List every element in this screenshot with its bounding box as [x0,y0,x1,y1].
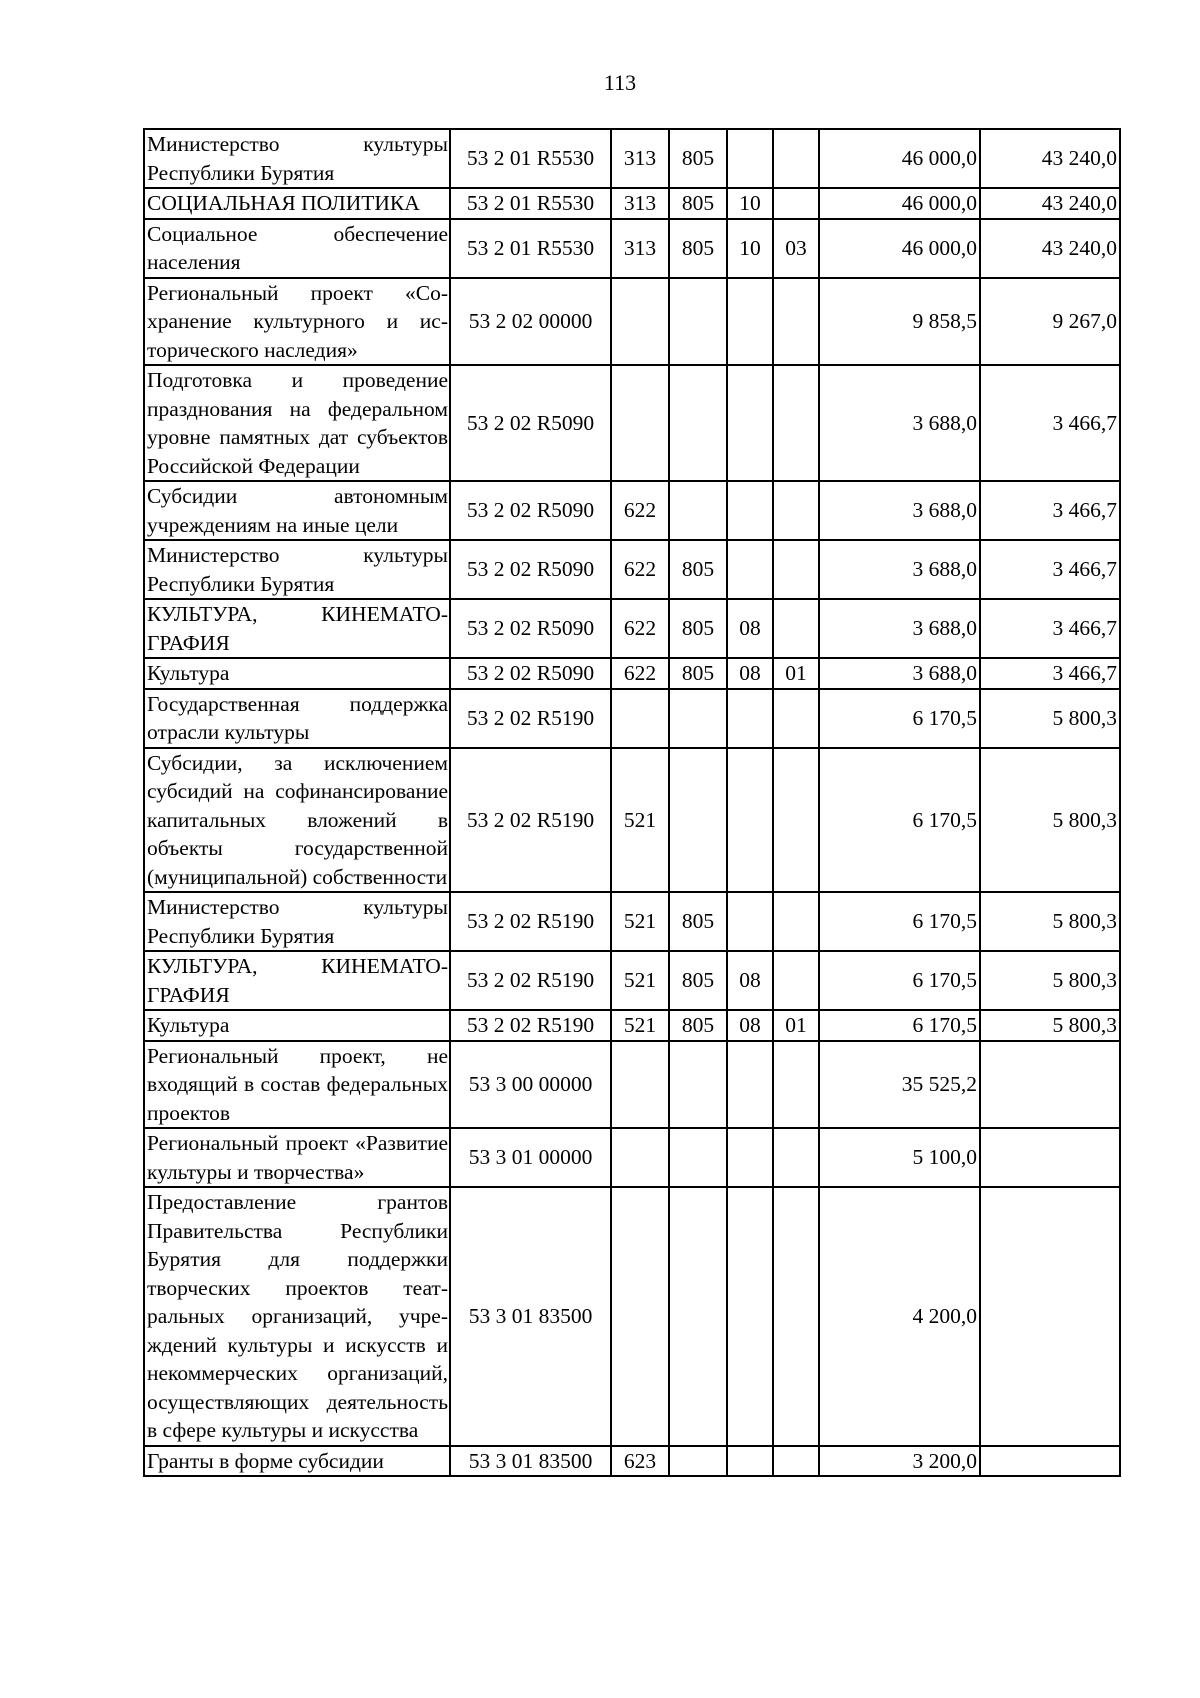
subsection-code-cell [773,892,819,951]
ministry-code-cell [669,1187,727,1446]
table-row [144,481,1120,540]
expense-type-cell: 313 [611,129,669,188]
row-name-cell: Гранты в форме субсидии [144,1446,450,1477]
target-article-code-cell: 53 2 02 R5190 [450,1010,611,1041]
subsection-code-cell [773,278,819,366]
row-name-cell: Министерство культуры Республики Бурятия [144,129,450,188]
table-row [144,748,1120,893]
target-article-code-cell: 53 2 02 R5190 [450,951,611,1010]
section-code-cell: 10 [727,219,773,278]
expense-type-cell [611,278,669,366]
subsection-code-cell: 01 [773,1010,819,1041]
amount-year-2-cell [980,1446,1120,1477]
subsection-code-cell [773,599,819,658]
row-name-cell: Региональный проект, не входящий в состав федеральных проектов [144,1041,450,1129]
amount-year-1-cell: 6 170,5 [819,892,980,951]
target-article-code-cell: 53 2 02 R5090 [450,365,611,481]
ministry-code-cell: 805 [669,1010,727,1041]
ministry-code-cell [669,278,727,366]
ministry-code-cell: 805 [669,129,727,188]
target-article-code-cell: 53 2 02 R5090 [450,481,611,540]
subsection-code-cell [773,540,819,599]
ministry-code-cell: 805 [669,540,727,599]
amount-year-1-cell: 46 000,0 [819,129,980,188]
table-row [144,219,1120,278]
row-name-cell: Субсидии автономным учреждениям на иные цели [144,481,450,540]
amount-year-1-cell: 5 100,0 [819,1128,980,1187]
ministry-code-cell: 805 [669,219,727,278]
amount-year-1-cell: 3 200,0 [819,1446,980,1477]
target-article-code-cell: 53 3 01 83500 [450,1446,611,1477]
section-code-cell [727,748,773,893]
target-article-code-cell: 53 2 02 R5090 [450,599,611,658]
budget-table [143,128,1121,1477]
table-row [144,1128,1120,1187]
amount-year-2-cell: 5 800,3 [980,951,1120,1010]
table-row [144,278,1120,366]
amount-year-1-cell: 3 688,0 [819,540,980,599]
table-row [144,1446,1120,1477]
table-row [144,365,1120,481]
section-code-cell: 08 [727,599,773,658]
ministry-code-cell: 805 [669,658,727,689]
expense-type-cell: 622 [611,658,669,689]
amount-year-2-cell: 5 800,3 [980,1010,1120,1041]
section-code-cell [727,1446,773,1477]
expense-type-cell: 622 [611,540,669,599]
amount-year-1-cell: 3 688,0 [819,658,980,689]
section-code-cell [727,892,773,951]
row-name-cell: КУЛЬТУРА, КИНЕМАТОГРАФИЯ [144,599,450,658]
target-article-code-cell: 53 3 01 00000 [450,1128,611,1187]
target-article-code-cell: 53 2 02 R5090 [450,540,611,599]
ministry-code-cell [669,689,727,748]
expense-type-cell: 521 [611,1010,669,1041]
amount-year-1-cell: 4 200,0 [819,1187,980,1446]
amount-year-2-cell: 5 800,3 [980,748,1120,893]
table-body [144,129,1120,1476]
section-code-cell [727,1128,773,1187]
target-article-code-cell: 53 2 01 R5530 [450,188,611,219]
amount-year-2-cell: 5 800,3 [980,689,1120,748]
subsection-code-cell [773,689,819,748]
amount-year-1-cell: 6 170,5 [819,689,980,748]
amount-year-1-cell: 46 000,0 [819,219,980,278]
table-row [144,1187,1120,1446]
section-code-cell [727,1187,773,1446]
section-code-cell: 08 [727,658,773,689]
ministry-code-cell [669,1446,727,1477]
amount-year-2-cell: 3 466,7 [980,599,1120,658]
amount-year-2-cell: 3 466,7 [980,481,1120,540]
section-code-cell [727,278,773,366]
ministry-code-cell [669,1128,727,1187]
amount-year-2-cell: 43 240,0 [980,219,1120,278]
expense-type-cell: 623 [611,1446,669,1477]
ministry-code-cell: 805 [669,188,727,219]
expense-type-cell [611,1128,669,1187]
subsection-code-cell [773,188,819,219]
table-row [144,1010,1120,1041]
expense-type-cell: 521 [611,892,669,951]
row-name-cell: Региональный проект «Развитие культуры и творчества» [144,1128,450,1187]
row-name-cell: Подготовка и проведение празднования на федеральном уровне памятных дат субъектов Российской Федерации [144,365,450,481]
table-row [144,540,1120,599]
subsection-code-cell [773,1128,819,1187]
amount-year-2-cell: 3 466,7 [980,658,1120,689]
section-code-cell [727,365,773,481]
amount-year-1-cell: 9 858,5 [819,278,980,366]
section-code-cell: 08 [727,951,773,1010]
expense-type-cell: 622 [611,599,669,658]
target-article-code-cell: 53 2 02 R5190 [450,689,611,748]
amount-year-2-cell: 3 466,7 [980,540,1120,599]
target-article-code-cell: 53 2 01 R5530 [450,219,611,278]
ministry-code-cell: 805 [669,599,727,658]
target-article-code-cell: 53 3 00 00000 [450,1041,611,1129]
amount-year-2-cell: 43 240,0 [980,129,1120,188]
amount-year-1-cell: 35 525,2 [819,1041,980,1129]
row-name-cell: Культура [144,658,450,689]
row-name-cell: СОЦИАЛЬНАЯ ПОЛИТИКА [144,188,450,219]
expense-type-cell: 521 [611,748,669,893]
row-name-cell: Министерство культуры Республики Бурятия [144,540,450,599]
expense-type-cell: 622 [611,481,669,540]
amount-year-2-cell: 9 267,0 [980,278,1120,366]
expense-type-cell [611,365,669,481]
expense-type-cell [611,1187,669,1446]
amount-year-2-cell [980,1041,1120,1129]
section-code-cell: 08 [727,1010,773,1041]
row-name-cell: Социальное обеспечение населения [144,219,450,278]
expense-type-cell [611,689,669,748]
expense-type-cell [611,1041,669,1129]
subsection-code-cell [773,1187,819,1446]
row-name-cell: Культура [144,1010,450,1041]
subsection-code-cell [773,1446,819,1477]
section-code-cell: 10 [727,188,773,219]
amount-year-1-cell: 6 170,5 [819,748,980,893]
ministry-code-cell [669,1041,727,1129]
ministry-code-cell [669,481,727,540]
expense-type-cell: 313 [611,219,669,278]
amount-year-1-cell: 3 688,0 [819,365,980,481]
table-row [144,188,1120,219]
table-row [144,658,1120,689]
target-article-code-cell: 53 2 02 R5190 [450,892,611,951]
row-name-cell: Субсидии, за исключением субсидий на софинансирование капитальных вложений в объекты государственной (муниципальной) собственности [144,748,450,893]
ministry-code-cell: 805 [669,951,727,1010]
section-code-cell [727,1041,773,1129]
expense-type-cell: 521 [611,951,669,1010]
subsection-code-cell: 03 [773,219,819,278]
table-row [144,689,1120,748]
page-number: 113 [603,70,637,95]
subsection-code-cell [773,365,819,481]
row-name-cell: Предоставление грантов Правительства Республики Бурятия для поддержки творческих проектов театральных организаций, учреждений культуры и искусств и некоммерческих организаций, осуществляющих деятельность в сфере культуры и искусства [144,1187,450,1446]
amount-year-1-cell: 3 688,0 [819,481,980,540]
amount-year-1-cell: 6 170,5 [819,1010,980,1041]
row-name-cell: Государственная поддержка отрасли культуры [144,689,450,748]
subsection-code-cell [773,951,819,1010]
subsection-code-cell [773,1041,819,1129]
subsection-code-cell [773,748,819,893]
target-article-code-cell: 53 2 02 R5190 [450,748,611,893]
expense-type-cell: 313 [611,188,669,219]
table-row [144,951,1120,1010]
section-code-cell [727,540,773,599]
subsection-code-cell: 01 [773,658,819,689]
target-article-code-cell: 53 2 02 00000 [450,278,611,366]
amount-year-1-cell: 3 688,0 [819,599,980,658]
amount-year-1-cell: 46 000,0 [819,188,980,219]
amount-year-2-cell [980,1128,1120,1187]
row-name-cell: Региональный проект «Сохранение культурного и исторического наследия» [144,278,450,366]
section-code-cell [727,689,773,748]
target-article-code-cell: 53 2 02 R5090 [450,658,611,689]
table-row [144,129,1120,188]
amount-year-2-cell: 43 240,0 [980,188,1120,219]
row-name-cell: КУЛЬТУРА, КИНЕМАТОГРАФИЯ [144,951,450,1010]
ministry-code-cell [669,365,727,481]
target-article-code-cell: 53 3 01 83500 [450,1187,611,1446]
ministry-code-cell [669,748,727,893]
subsection-code-cell [773,481,819,540]
target-article-code-cell: 53 2 01 R5530 [450,129,611,188]
section-code-cell [727,129,773,188]
amount-year-2-cell [980,1187,1120,1446]
table-row [144,599,1120,658]
subsection-code-cell [773,129,819,188]
amount-year-2-cell: 5 800,3 [980,892,1120,951]
amount-year-2-cell: 3 466,7 [980,365,1120,481]
amount-year-1-cell: 6 170,5 [819,951,980,1010]
table-row [144,892,1120,951]
ministry-code-cell: 805 [669,892,727,951]
row-name-cell: Министерство культуры Республики Бурятия [144,892,450,951]
section-code-cell [727,481,773,540]
table-row [144,1041,1120,1129]
